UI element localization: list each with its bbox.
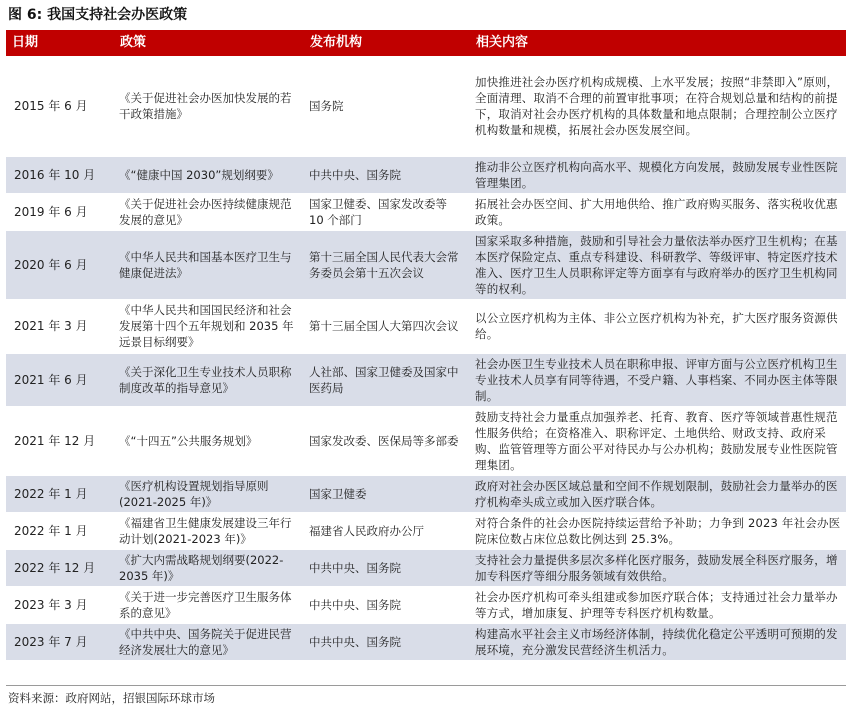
row-issuer: 中共中央、国务院 [304,586,470,623]
row-policy: 《中华人民共和国基本医疗卫生与健康促进法》 [114,230,304,299]
row-content: 社会办医卫生专业技术人员在职称申报、评审方面与公立医疗机构卫生专业技术人员享有同等待遇，不受户籍、人事档案、不同办医主体等限制。 [470,353,846,406]
row-policy: 《中华人民共和国国民经济和社会发展第十四个五年规划和 2035 年远景目标纲要》 [114,299,304,353]
table-row [6,299,846,353]
row-policy: 《关于促进社会办医加快发展的若干政策措施》 [114,56,304,156]
row-date: 2019 年 6 月 [6,193,114,230]
table-row [6,475,846,512]
row-issuer: 中共中央、国务院 [304,623,470,660]
row-policy: 《关于促进社会办医持续健康规范发展的意见》 [114,193,304,230]
row-content: 加快推进社会办医疗机构成规模、上水平发展；按照“非禁即入”原则，全面清理、取消不合理的前置审批事项；在符合规划总量和结构的前提下，取消对社会办医疗机构的具体数量和地点限制；合理控制公立医疗机构数量和规模，拓展社会办医发展空间。 [470,56,846,156]
row-date: 2021 年 3 月 [6,299,114,353]
row-issuer: 中共中央、国务院 [304,156,470,193]
source-note: 资料来源：政府网站，招银国际环球市场 [8,691,215,705]
row-date: 2020 年 6 月 [6,230,114,299]
row-policy: 《中共中央、国务院关于促进民营经济发展壮大的意见》 [114,623,304,660]
row-date: 2016 年 10 月 [6,156,114,193]
row-date: 2023 年 3 月 [6,586,114,623]
header-date: 日期 [6,30,114,56]
table-row [6,586,846,623]
table-row [6,193,846,230]
row-issuer: 中共中央、国务院 [304,549,470,586]
row-date: 2022 年 1 月 [6,475,114,512]
row-policy: 《关于进一步完善医疗卫生服务体系的意见》 [114,586,304,623]
row-content: 以公立医疗机构为主体、非公立医疗机构为补充，扩大医疗服务资源供给。 [470,299,846,353]
row-date: 2015 年 6 月 [6,56,114,156]
row-content: 国家采取多种措施，鼓励和引导社会力量依法举办医疗卫生机构；在基本医疗保险定点、重点专科建设、科研教学、等级评审、特定医疗技术准入、医疗卫生人员职称评定等方面享有与政府举办的医疗卫生机构同等的权利。 [470,230,846,299]
source-divider [6,685,846,686]
header-issuer: 发布机构 [304,30,470,56]
row-content: 推动非公立医疗机构向高水平、规模化方向发展，鼓励发展专业性医院管理集团。 [470,156,846,193]
row-issuer: 第十三届全国人民代表大会常务委员会第十五次会议 [304,230,470,299]
table-header-row [6,30,846,56]
row-policy: 《“十四五”公共服务规划》 [114,406,304,475]
row-policy: 《扩大内需战略规划纲要(2022-2035 年)》 [114,549,304,586]
table-row [6,230,846,299]
header-policy: 政策 [114,30,304,56]
row-date: 2022 年 1 月 [6,512,114,549]
row-content: 构建高水平社会主义市场经济体制，持续优化稳定公平透明可预期的发展环境，充分激发民营经济生机活力。 [470,623,846,660]
row-content: 对符合条件的社会办医院持续运营给予补助；力争到 2023 年社会办医院床位数占床位总数比例达到 25.3%。 [470,512,846,549]
row-date: 2023 年 7 月 [6,623,114,660]
table-row [6,549,846,586]
row-content: 政府对社会办医区域总量和空间不作规划限制，鼓励社会力量举办的医疗机构牵头成立或加入医疗联合体。 [470,475,846,512]
row-issuer: 第十三届全国人大第四次会议 [304,299,470,353]
row-content: 鼓励支持社会力量重点加强养老、托育、教育、医疗等领域普惠性规范性服务供给；在资格准入、职称评定、土地供给、财政支持、政府采购、监管管理等方面公平对待民办与公办机构；鼓励发展专业性医院管理集团。 [470,406,846,475]
row-date: 2022 年 12 月 [6,549,114,586]
row-policy: 《福建省卫生健康发展建设三年行动计划(2021-2023 年)》 [114,512,304,549]
row-issuer: 国家发改委、医保局等多部委 [304,406,470,475]
table-row [6,156,846,193]
row-policy: 《关于深化卫生专业技术人员职称制度改革的指导意见》 [114,353,304,406]
header-content: 相关内容 [470,30,846,56]
figure-title: 图 6: 我国支持社会办医政策 [8,7,188,23]
row-date: 2021 年 6 月 [6,353,114,406]
row-policy: 《医疗机构设置规划指导原则(2021-2025 年)》 [114,475,304,512]
row-date: 2021 年 12 月 [6,406,114,475]
row-issuer: 人社部、国家卫健委及国家中医药局 [304,353,470,406]
table-row [6,353,846,406]
table-row [6,623,846,660]
table-row [6,56,846,156]
row-issuer: 国务院 [304,56,470,156]
row-content: 拓展社会办医空间、扩大用地供给、推广政府购买服务、落实税收优惠政策。 [470,193,846,230]
policy-table [6,30,846,661]
row-content: 支持社会力量提供多层次多样化医疗服务，鼓励发展全科医疗服务，增加专科医疗等细分服务领域有效供给。 [470,549,846,586]
row-issuer: 国家卫健委、国家发改委等 10 个部门 [304,193,470,230]
table-row [6,406,846,475]
row-issuer: 福建省人民政府办公厅 [304,512,470,549]
row-policy: 《“健康中国 2030”规划纲要》 [114,156,304,193]
table-row [6,512,846,549]
row-content: 社会办医疗机构可牵头组建或参加医疗联合体；支持通过社会力量举办等方式，增加康复、护理等专科医疗机构数量。 [470,586,846,623]
row-issuer: 国家卫健委 [304,475,470,512]
